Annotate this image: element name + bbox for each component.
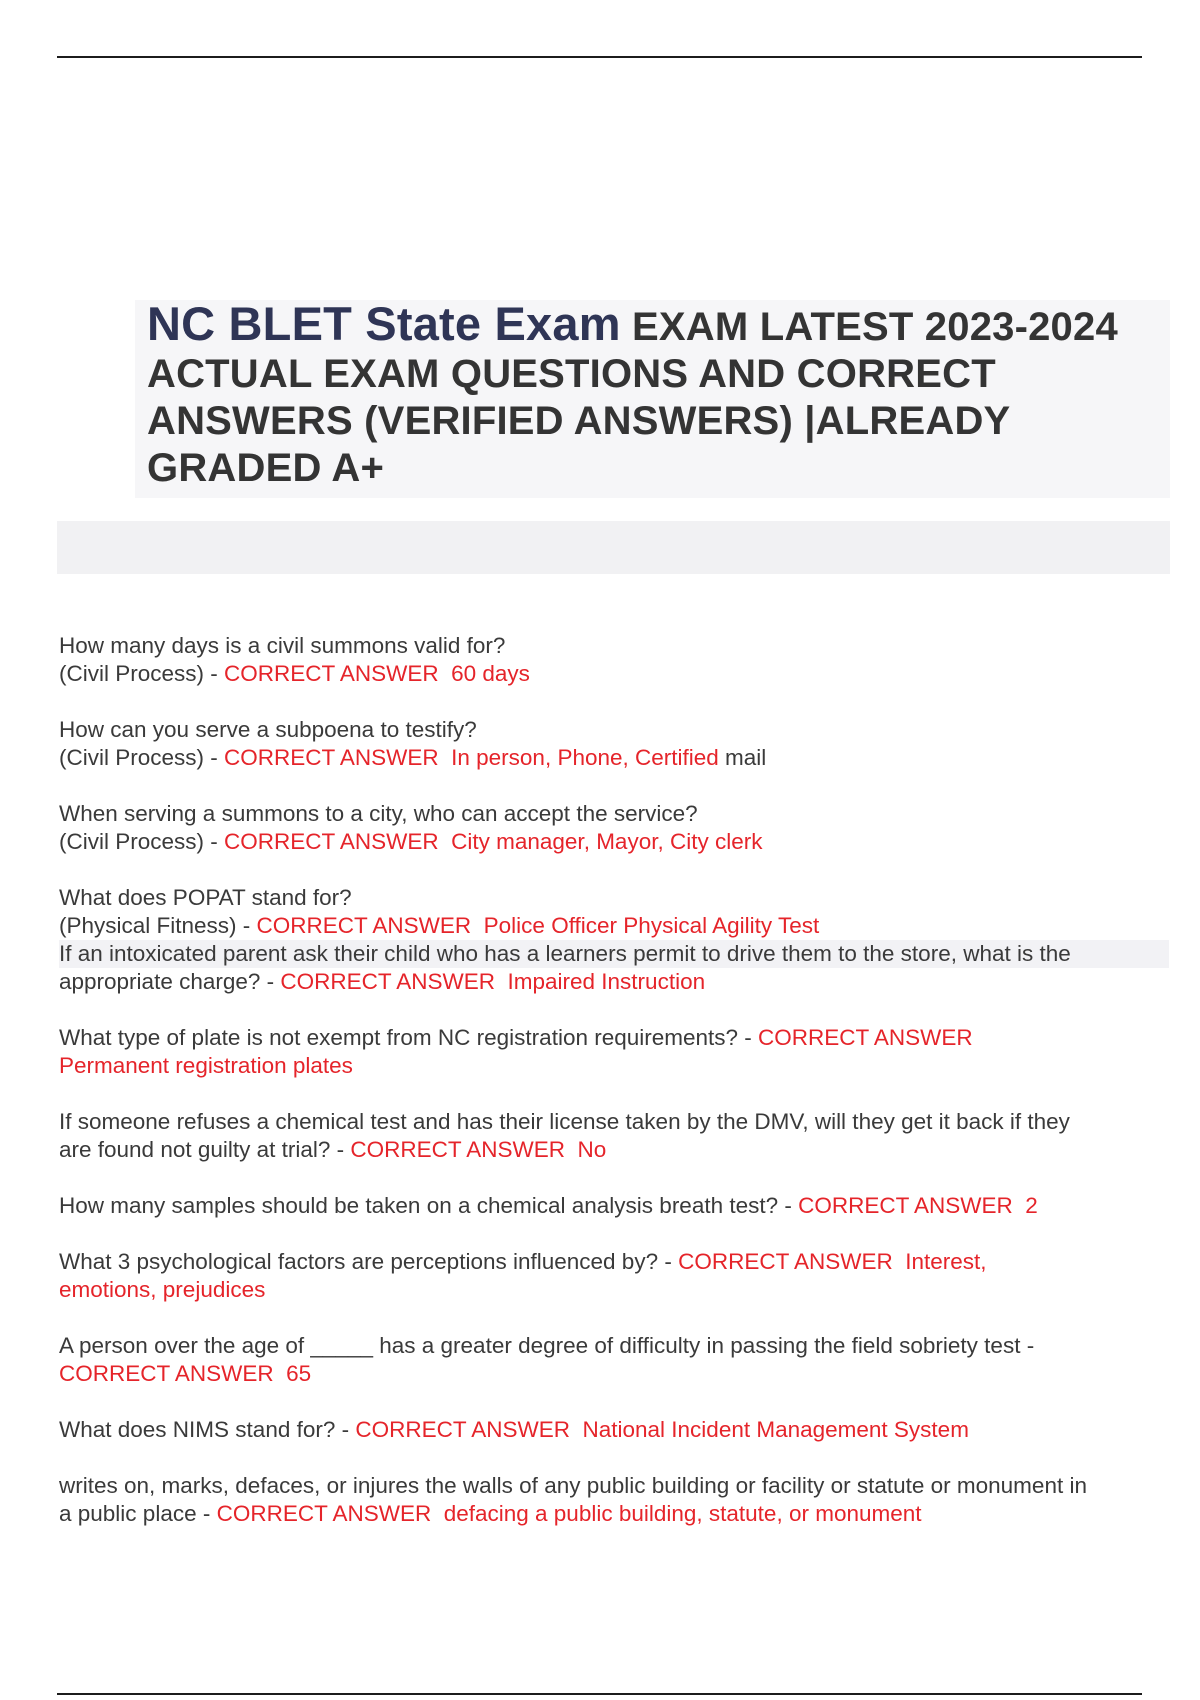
answer-label: CORRECT ANSWER [256, 913, 472, 938]
answer: defacing a public building, statute, or monument [431, 1501, 922, 1526]
question: If an intoxicated parent ask their child who has a learners permit to drive them to the store, what is the [59, 940, 1169, 968]
answer-label: CORRECT ANSWER [224, 745, 439, 770]
title-main: NC BLET State Exam [147, 297, 621, 350]
qa-item [59, 1192, 1169, 1220]
answer-label: CORRECT ANSWER [216, 1501, 432, 1526]
question-line: What 3 psychological factors are perceptions influenced by? - CORRECT ANSWER Interest, [59, 1249, 987, 1274]
answer: 60 days [438, 661, 530, 686]
question-line: What does NIMS stand for? - CORRECT ANSWER National Incident Management System [59, 1417, 969, 1442]
qa-list [59, 632, 1169, 1528]
question-line: How many samples should be taken on a chemical analysis breath test? - CORRECT ANSWER 2 [59, 1193, 1038, 1218]
question: How can you serve a subpoena to testify? [59, 717, 477, 742]
answer: No [565, 1137, 607, 1162]
document-title [147, 297, 1167, 492]
qa-item [59, 1332, 1169, 1388]
question: How many days is a civil summons valid for? [59, 633, 506, 658]
answer-label: CORRECT ANSWER [224, 829, 439, 854]
answer-continued: emotions, prejudices [59, 1277, 266, 1302]
answer-label: CORRECT ANSWER [355, 1417, 570, 1442]
qa-item [59, 1108, 1169, 1164]
qa-item [59, 632, 1169, 688]
shaded-band [57, 521, 1170, 574]
question: When serving a summons to a city, who can accept the service? [59, 801, 698, 826]
question-line: (Civil Process) - CORRECT ANSWER City manager, Mayor, City clerk [59, 829, 763, 854]
qa-item [59, 1472, 1169, 1528]
title-line-2: ACTUAL EXAM QUESTIONS AND CORRECT [147, 352, 996, 396]
answer: 2 [1012, 1193, 1038, 1218]
answer: Interest, [892, 1249, 987, 1274]
qa-item [59, 716, 1169, 772]
question: If someone refuses a chemical test and has their license taken by the DMV, will they get it back if they [59, 1109, 1070, 1134]
title-rest: EXAM LATEST 2023-2024 [620, 305, 1118, 349]
question-line: (Physical Fitness) - CORRECT ANSWER Police Officer Physical Agility Test [59, 913, 820, 938]
answer: National Incident Management System [569, 1417, 969, 1442]
qa-item [59, 800, 1169, 856]
top-rule [57, 56, 1142, 58]
question-line: (Civil Process) - CORRECT ANSWER 60 days [59, 661, 530, 686]
answer-label: CORRECT ANSWER [224, 661, 439, 686]
answer: City manager, Mayor, City clerk [438, 829, 763, 854]
question-line: are found not guilty at trial? - CORRECT ANSWER No [59, 1137, 607, 1162]
answer-label: CORRECT ANSWER [758, 1025, 973, 1050]
bottom-rule [57, 1693, 1142, 1695]
question-line: (Civil Process) - CORRECT ANSWER In person, Phone, Certified mail [59, 745, 767, 770]
answer-label: CORRECT ANSWER [678, 1249, 893, 1274]
answer-label: CORRECT ANSWER [798, 1193, 1013, 1218]
question: writes on, marks, defaces, or injures the walls of any public building or facility or statute or monument in [59, 1473, 1087, 1498]
answer: Impaired Instruction [495, 969, 706, 994]
title-line-3: ANSWERS (VERIFIED ANSWERS) |ALREADY [147, 399, 1011, 443]
answer-label: CORRECT ANSWER [59, 1361, 274, 1386]
qa-item [59, 884, 1169, 940]
qa-item [59, 1248, 1169, 1304]
answer: Police Officer Physical Agility Test [471, 913, 820, 938]
document-title-block [135, 297, 1170, 498]
question-line: What type of plate is not exempt from NC registration requirements? - CORRECT ANSWER [59, 1025, 973, 1050]
qa-item [59, 1416, 1169, 1444]
answer: 65 [273, 1361, 312, 1386]
answer-label: CORRECT ANSWER [350, 1137, 566, 1162]
title-line-4: GRADED A+ [147, 446, 385, 490]
qa-item [59, 1024, 1169, 1080]
answer-tail: mail [718, 745, 767, 770]
question: A person over the age of _____ has a greater degree of difficulty in passing the field sobriety test - [59, 1333, 1035, 1358]
answer: Permanent registration plates [59, 1053, 353, 1078]
qa-item [59, 940, 1169, 996]
answer: In person, Phone, Certified [438, 745, 719, 770]
question-line: a public place - CORRECT ANSWER defacing a public building, statute, or monument [59, 1501, 922, 1526]
question-line [59, 1360, 1169, 1388]
question-line: appropriate charge? - CORRECT ANSWER Impaired Instruction [59, 969, 706, 994]
answer-label: CORRECT ANSWER [280, 969, 495, 994]
question: What does POPAT stand for? [59, 885, 352, 910]
